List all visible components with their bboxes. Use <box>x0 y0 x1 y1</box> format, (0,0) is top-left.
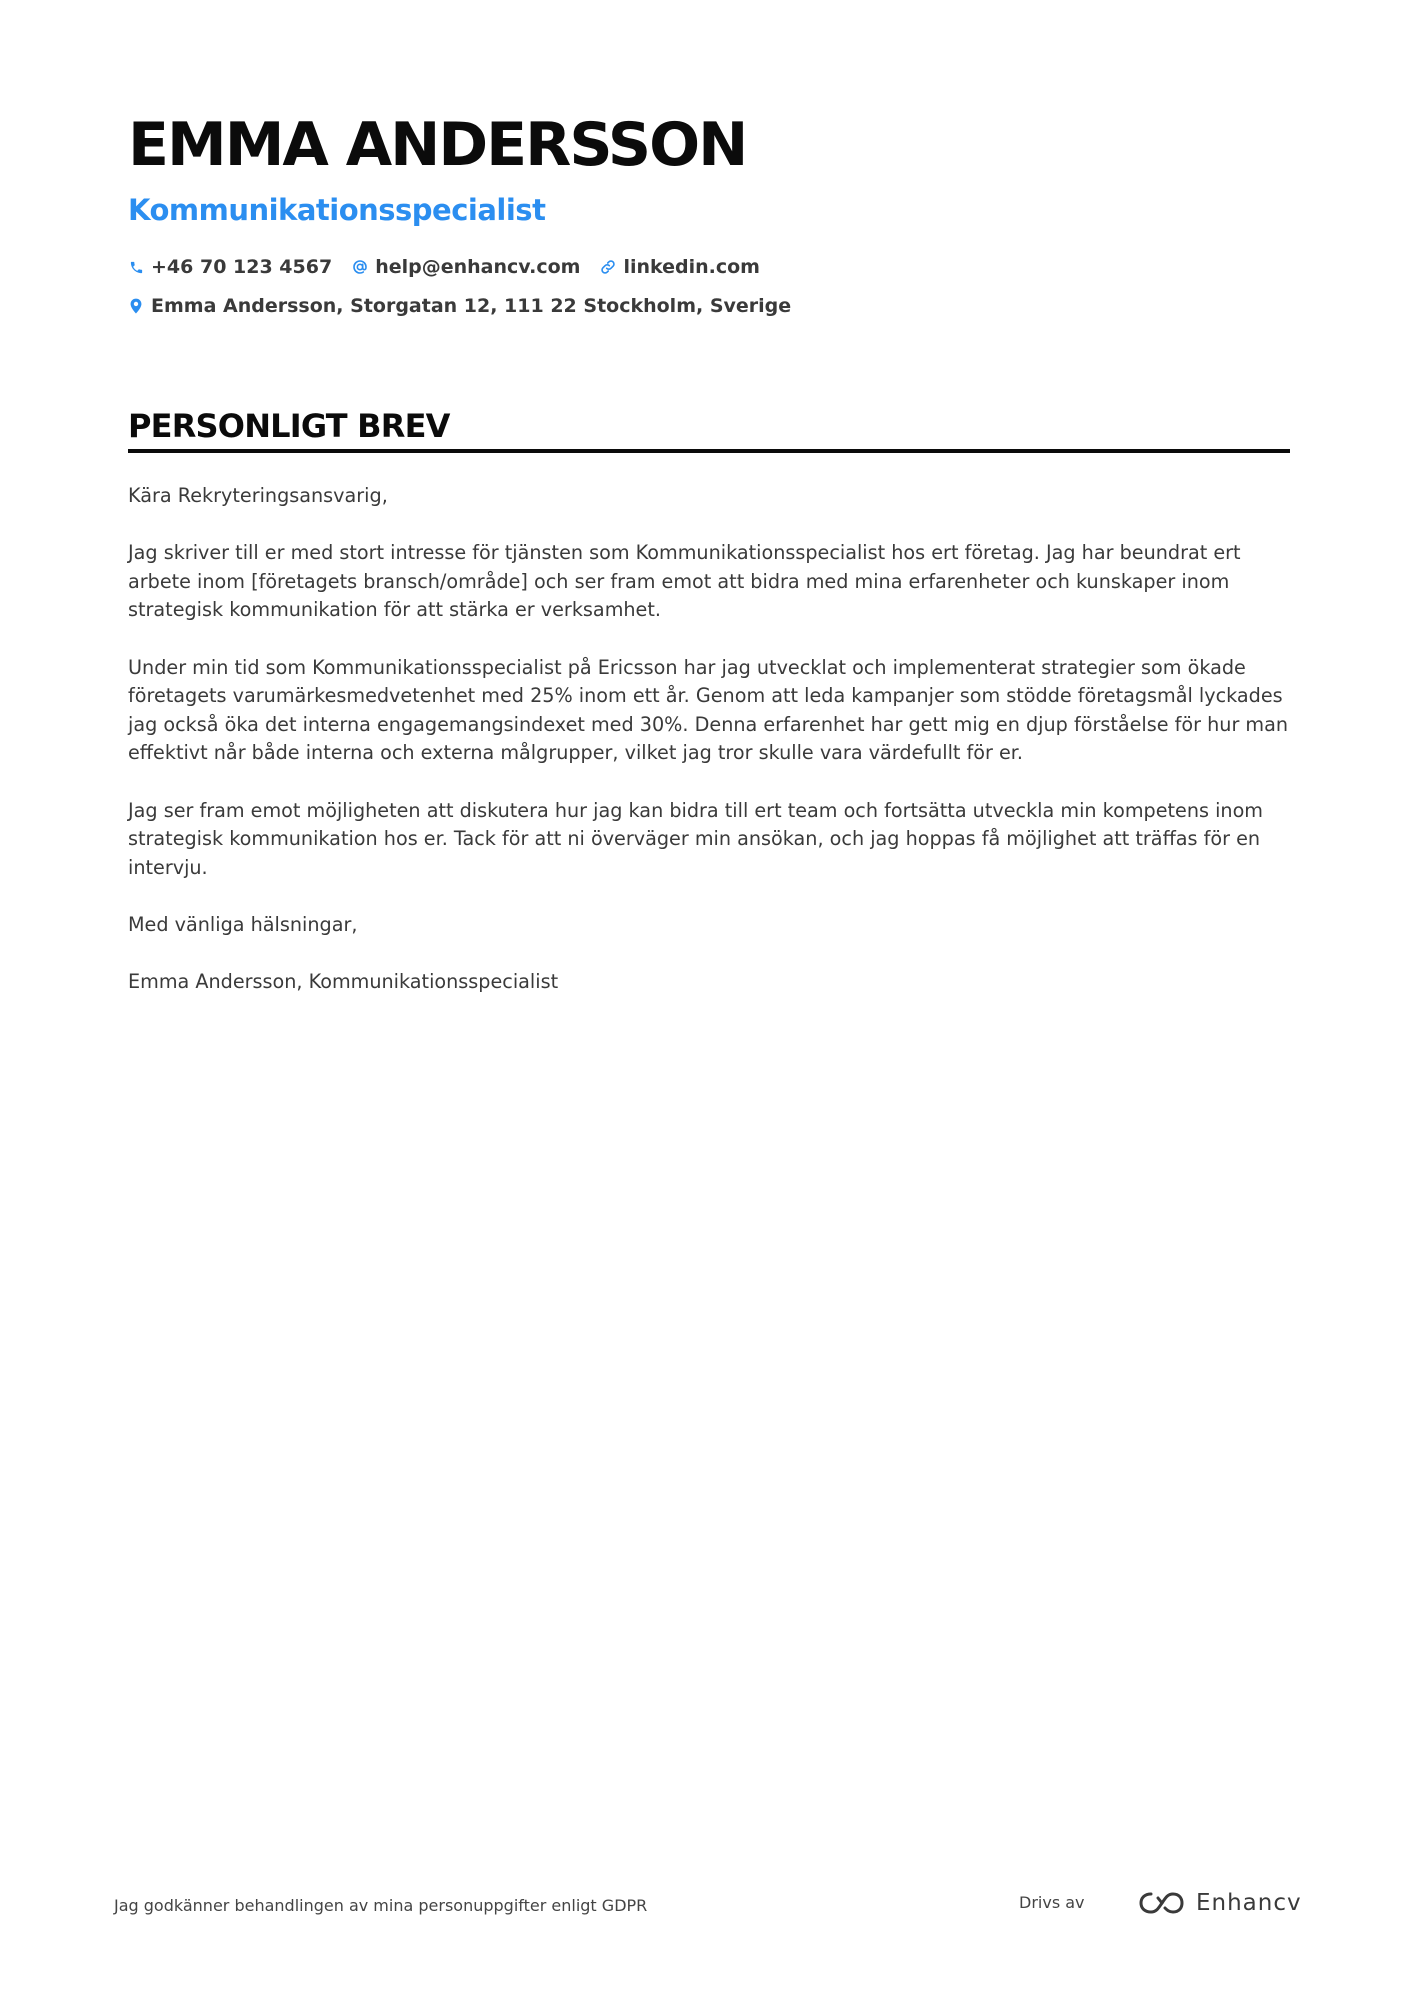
location-pin-icon <box>128 298 144 314</box>
gdpr-consent-text: Jag godkänner behandlingen av mina personuppgifter enligt GDPR <box>114 1896 648 1915</box>
applicant-name: EMMA ANDERSSON <box>128 110 747 180</box>
address-text: Emma Andersson, Storgatan 12, 111 22 Stockholm, Sverige <box>151 295 792 317</box>
contact-row-address <box>128 293 811 319</box>
email-address: help@enhancv.com <box>375 256 581 278</box>
contact-website[interactable] <box>600 256 760 278</box>
section-heading: PERSONLIGT BREV <box>128 407 450 445</box>
at-icon <box>352 259 368 275</box>
phone-icon <box>128 259 144 275</box>
contact-email[interactable] <box>352 256 580 278</box>
closing: Med vänliga hälsningar, <box>128 912 358 936</box>
brand-name: Enhancv <box>1196 1890 1302 1916</box>
salutation: Kära Rekryteringsansvarig, <box>128 484 388 507</box>
website-link: linkedin.com <box>623 256 760 278</box>
job-title: Kommunikationsspecialist <box>128 193 546 227</box>
signature: Emma Andersson, Kommunikationsspecialist <box>128 970 559 994</box>
contact-row <box>128 254 780 280</box>
body-paragraph: Jag skriver till er med stort intresse för tjänsten som Kommunikationsspecialist hos ert företag. Jag har beundrat ert arbete inom [företagets bransch/område] och ser fram emot att bidra med mina erfarenheter och kunskaper inom strategisk kommunikation för att stärka er verksamhet. <box>128 541 1241 622</box>
body-paragraph: Jag ser fram emot möjligheten att diskutera hur jag kan bidra till ert team och fortsätta utveckla min kompetens inom strategisk kommunikation hos er. Tack för att ni överväger min ansökan, och jag hoppas få möjlighet att träffas för en intervju. <box>128 798 1264 879</box>
enhancv-logo[interactable] <box>1138 1883 1302 1923</box>
enhancv-logo-icon <box>1138 1890 1186 1916</box>
contact-address <box>128 295 791 317</box>
contact-phone[interactable] <box>128 256 332 278</box>
powered-by-label: Drivs av <box>1019 1893 1085 1912</box>
link-icon <box>600 259 616 275</box>
phone-number: +46 70 123 4567 <box>151 256 333 278</box>
section-divider <box>128 449 1290 453</box>
body-paragraph: Under min tid som Kommunikationsspecialist på Ericsson har jag utvecklat och implementerat strategier som ökade företagets varumärkesmedvetenhet med 25% inom ett år. Genom att leda kampanjer som stödde företagsmål lyckades jag också öka det interna engagemangsindexet med 30%. Denna erfarenhet har gett mig en djup förståelse för hur man effektivt når både interna och externa målgrupper, vilket jag tror skulle vara värdefullt för er. <box>128 655 1289 765</box>
letter-body <box>128 482 1290 1025</box>
